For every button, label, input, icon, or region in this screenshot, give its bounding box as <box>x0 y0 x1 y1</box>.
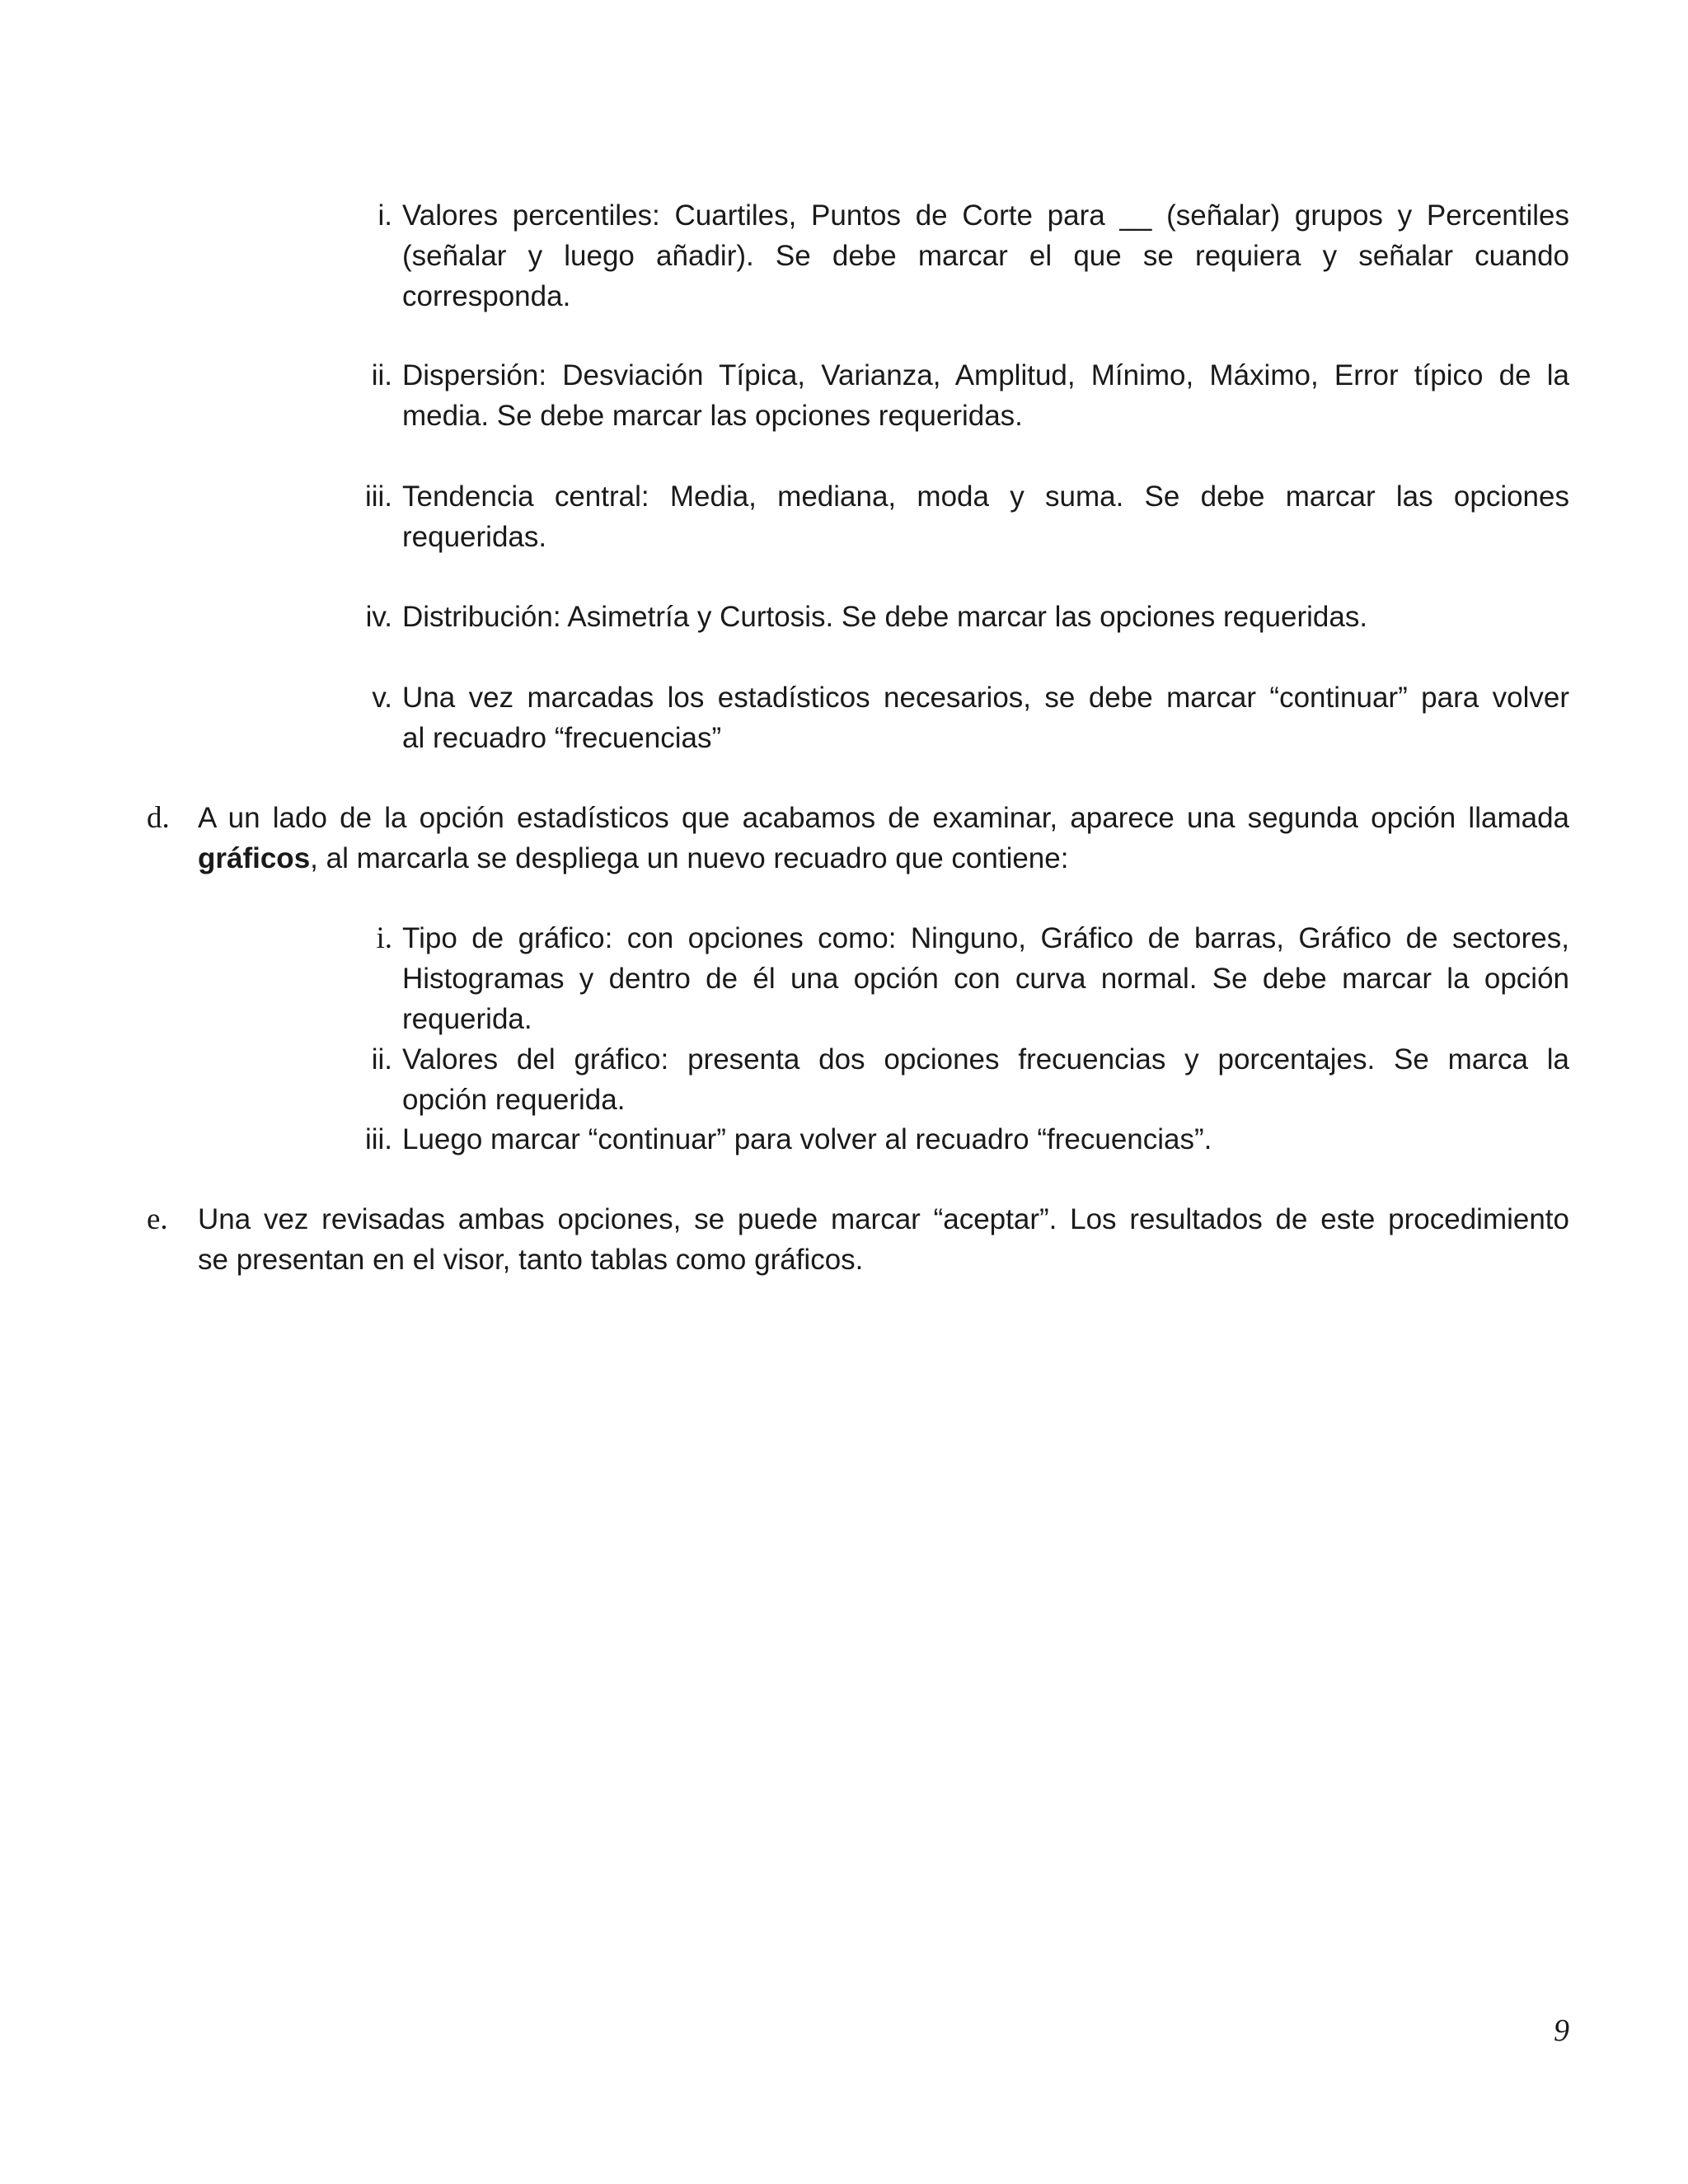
text-line: Valores percentiles: Cuartiles, Puntos de Corte para __ (señalar) grupos y Percentiles <box>402 199 1569 232</box>
text-line <box>198 838 1569 879</box>
text-line: media. Se debe marcar las opciones requeridas. <box>402 400 1023 432</box>
text-line: Luego marcar “continuar” para volver al recuadro “frecuencias”. <box>402 1123 1212 1155</box>
page-number: 9 <box>1554 2013 1569 2048</box>
text-line: Valores del gráfico: presenta dos opciones frecuencias y porcentajes. Se marca la <box>402 1043 1569 1076</box>
list-marker: ii. <box>371 1043 392 1076</box>
text-line: Histogramas y dentro de él una opción con curva normal. Se debe marcar la opción <box>402 963 1569 995</box>
list-marker: e. <box>147 1202 168 1236</box>
text-line: opción requerida. <box>402 1084 626 1116</box>
list-marker: iii. <box>364 480 392 513</box>
list-item-text <box>402 597 1569 637</box>
list-item-text <box>198 1199 1569 1280</box>
list-marker: v. <box>372 682 392 714</box>
text-fragment: , al marcarla se despliega un nuevo recuadro que contiene: <box>310 842 1069 874</box>
text-line: corresponda. <box>402 280 571 312</box>
text-line: Dispersión: Desviación Típica, Varianza, Amplitud, Mínimo, Máximo, Error típico de la <box>402 359 1569 391</box>
text-line: Distribución: Asimetría y Curtosis. Se debe marcar las opciones requeridas. <box>402 601 1368 633</box>
list-item-text <box>402 355 1569 436</box>
list-marker: iv. <box>365 601 392 633</box>
text-line: A un lado de la opción estadísticos que acabamos de examinar, aparece una segunda opción llamada <box>198 802 1569 834</box>
text-line: requerida. <box>402 1003 532 1035</box>
list-item-text <box>402 918 1569 1039</box>
list-marker: i. <box>377 199 392 232</box>
list-item-text <box>402 476 1569 557</box>
list-marker: ii. <box>371 359 392 391</box>
list-item-text <box>402 677 1569 758</box>
bold-term: gráficos <box>198 842 311 874</box>
list-marker: i. <box>376 921 392 955</box>
text-line: requeridas. <box>402 521 547 553</box>
text-line: Una vez marcadas los estadísticos necesarios, se debe marcar “continuar” para volver <box>402 682 1569 714</box>
list-marker: iii. <box>364 1123 392 1155</box>
list-marker: d. <box>147 801 170 835</box>
text-line: se presentan en el visor, tanto tablas como gráficos. <box>198 1244 864 1276</box>
list-item-text <box>402 195 1569 316</box>
text-line: Tendencia central: Media, mediana, moda y suma. Se debe marcar las opciones <box>402 480 1569 513</box>
list-item-text <box>402 1039 1569 1120</box>
text-line: Una vez revisadas ambas opciones, se puede marcar “aceptar”. Los resultados de este procedimiento <box>198 1203 1569 1235</box>
list-item-text <box>402 1119 1569 1160</box>
text-line: al recuadro “frecuencias” <box>402 722 722 754</box>
text-line: Tipo de gráfico: con opciones como: Ninguno, Gráfico de barras, Gráfico de sectores, <box>402 922 1569 954</box>
list-item-text <box>198 798 1569 879</box>
text-line: (señalar y luego añadir). Se debe marcar el que se requiera y señalar cuando <box>402 240 1569 272</box>
